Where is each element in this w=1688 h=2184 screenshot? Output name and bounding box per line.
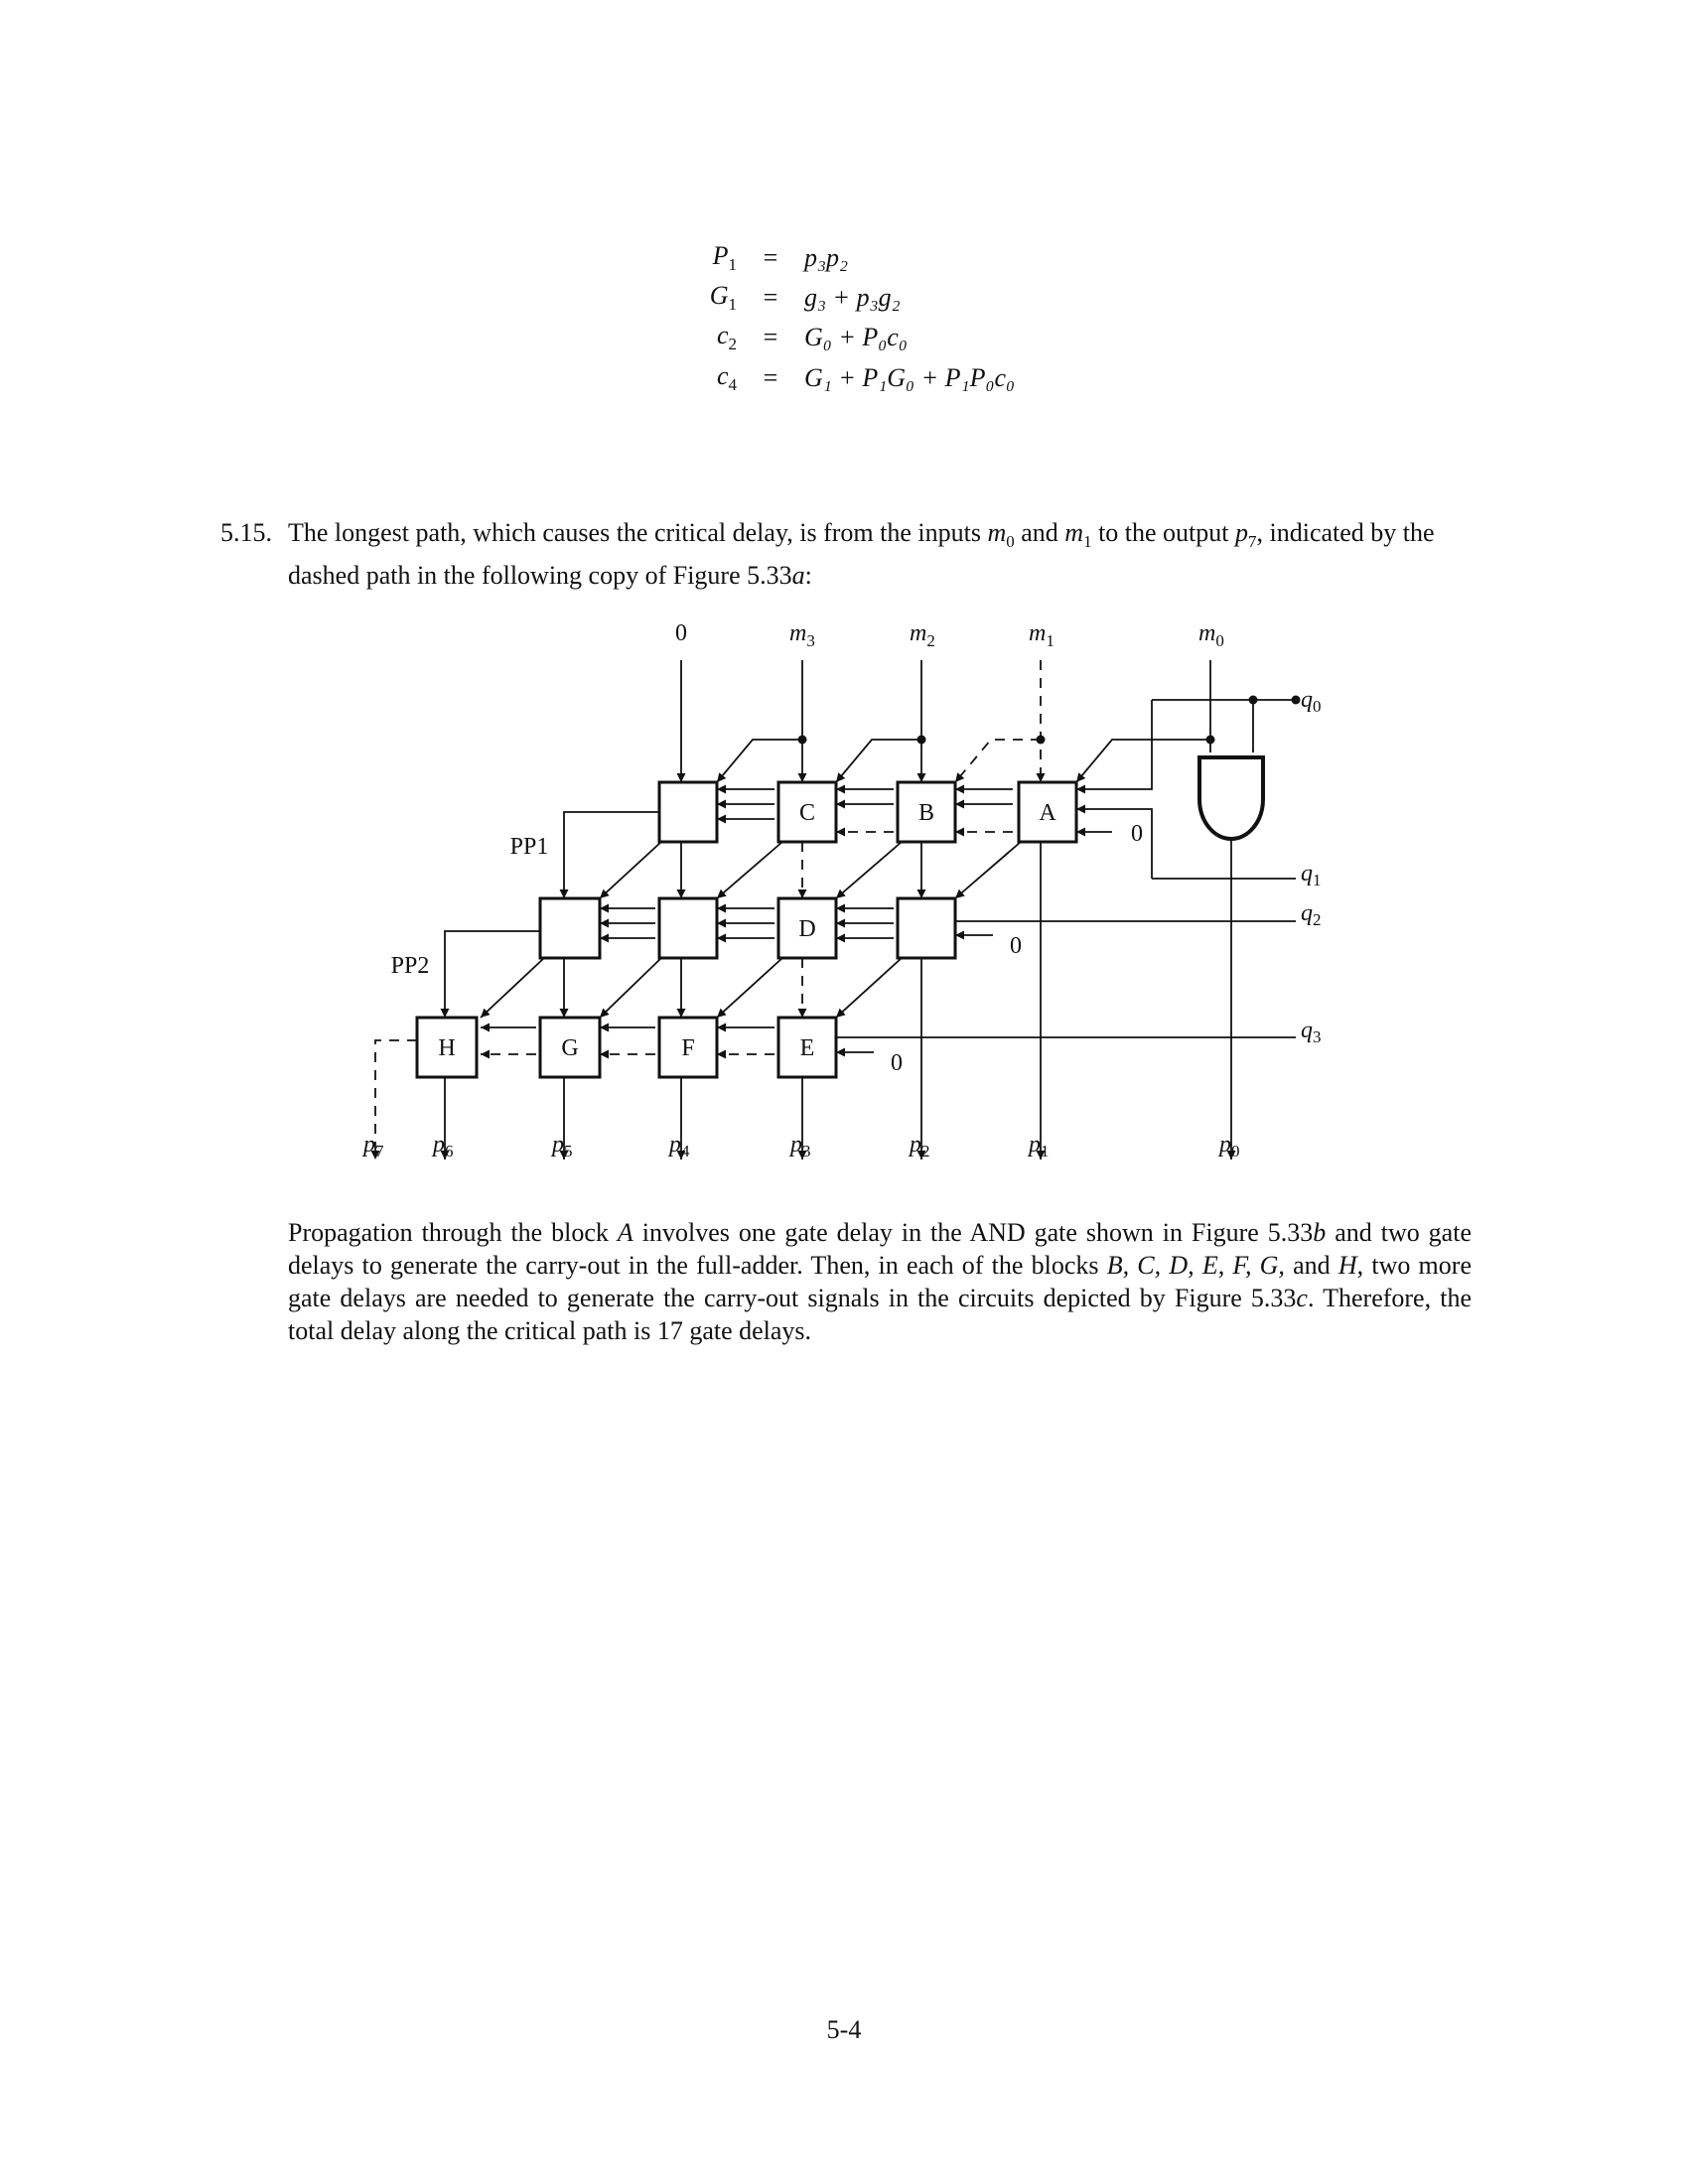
problem-number: 5.15. [220, 518, 272, 547]
junction-dot [917, 736, 926, 745]
math-sub: 7 [375, 1142, 384, 1160]
adder-block [540, 898, 600, 958]
block-label: D [798, 916, 816, 942]
math-var: q [1301, 1018, 1313, 1043]
zero-input: 0 [891, 1050, 903, 1076]
math-var: m [789, 620, 807, 646]
junction-dot [1249, 696, 1258, 705]
math-var: q [1301, 900, 1313, 926]
pp2-label: PP2 [390, 953, 430, 979]
math-var: p [1235, 518, 1248, 547]
math-var: a [791, 561, 805, 591]
math-sub: 3 [806, 631, 815, 650]
eq-rhs: g₃ + p₃g₂ [804, 283, 901, 313]
math-var: m [1198, 620, 1216, 646]
problem-text-part: and [1014, 518, 1065, 547]
wire [836, 842, 902, 898]
q1-label [1301, 861, 1322, 889]
q3-label [1301, 1018, 1322, 1046]
math-sub: 2 [921, 1142, 930, 1160]
math-sub: 1 [1083, 532, 1092, 552]
block-label: C [798, 800, 816, 826]
eq-lhs-sub: 4 [728, 374, 737, 394]
eq-rhs: G₁ + P₁G₀ + P₁P₀c₀ [804, 362, 1016, 392]
input-m3 [789, 620, 815, 650]
problem-text-part: , indicated by the dashed path in the following copy of Figure 5.33 [288, 518, 1435, 591]
block-label: H [438, 1035, 456, 1061]
wire [717, 958, 782, 1018]
explanation-paragraph [288, 1216, 1472, 1347]
math-var: b [1313, 1218, 1327, 1247]
p5-label [550, 1132, 573, 1160]
wire [1076, 740, 1210, 782]
p7-label [361, 1132, 384, 1160]
math-sub: 2 [1313, 910, 1322, 929]
p1-label [1027, 1132, 1050, 1160]
input-m2 [910, 620, 935, 650]
para-text: , two more gate delays are needed to generate the carry-out signals in the circuits depicted by Figure 5.33 [288, 1251, 1472, 1312]
math-var: m [1064, 518, 1084, 547]
math-sub: 0 [1006, 532, 1015, 552]
math-var: p [1219, 1132, 1231, 1158]
para-text: Propagation through the block [288, 1218, 618, 1247]
math-sub: 5 [564, 1142, 573, 1160]
math-var: A [617, 1218, 633, 1247]
equals-sign: = [763, 243, 778, 273]
equals-sign: = [763, 323, 778, 352]
p6-label [431, 1132, 454, 1160]
eq-lhs: P [712, 241, 729, 270]
eq-rhs: p₃p₂ [804, 243, 849, 273]
math-sub: 1 [1313, 871, 1322, 889]
math-sub: 0 [1215, 631, 1224, 650]
eq-lhs-sub: 1 [728, 295, 737, 315]
block-label: G [561, 1035, 579, 1061]
eq-lhs-sub: 1 [728, 255, 737, 275]
q2-label [1301, 900, 1322, 929]
eq-lhs: G [709, 281, 729, 311]
adder-block [659, 782, 717, 842]
math-sub: 6 [445, 1142, 454, 1160]
math-var: p [669, 1132, 681, 1158]
para-text: and two gate delays to generate the carry-out in the full-adder. Then, in each of the blocks [288, 1218, 1472, 1280]
pp1-label: PP1 [509, 834, 549, 860]
eq-lhs: c [716, 321, 729, 350]
p0-label [1217, 1132, 1240, 1160]
block-label: A [1039, 800, 1056, 826]
math-sub: 7 [1248, 532, 1257, 552]
critical-path-wire [955, 740, 1041, 782]
wire [836, 740, 921, 782]
para-text: involves one gate delay in the AND gate shown in Figure 5.33 [633, 1218, 1314, 1247]
math-var: H [1337, 1251, 1357, 1280]
math-sub: 3 [802, 1142, 811, 1160]
wire [836, 958, 902, 1018]
eq-rhs: G₀ + P₀c₀ [804, 323, 908, 352]
math-sub: 1 [1041, 1142, 1050, 1160]
problem-text-part: The longest path, which causes the critical delay, is from the inputs [288, 518, 988, 547]
input-m1 [1029, 620, 1055, 650]
junction-dot [798, 736, 807, 745]
math-sub: 3 [1313, 1027, 1322, 1046]
wire [955, 842, 1021, 898]
page-number: 5-4 [826, 2015, 862, 2044]
block-label: E [799, 1035, 815, 1061]
wire [481, 958, 544, 1018]
zero-input: 0 [1010, 933, 1022, 959]
math-sub: 1 [1046, 631, 1055, 650]
math-var: m [910, 620, 927, 646]
wire [600, 958, 661, 1018]
math-var: q [1301, 687, 1313, 713]
math-sub: 4 [681, 1142, 690, 1160]
math-var: c [1296, 1284, 1308, 1312]
junction-dot [1037, 736, 1046, 745]
para-text: and [1284, 1251, 1338, 1280]
block-label: F [681, 1035, 695, 1061]
input-m0 [1198, 620, 1224, 650]
math-var: p [552, 1132, 564, 1158]
problem-text-part: to the output [1091, 518, 1235, 547]
junction-dot [1206, 736, 1215, 745]
problem-text-part: : [804, 561, 812, 591]
equals-sign: = [763, 362, 778, 392]
and-gate [1199, 757, 1263, 839]
p3-label [788, 1132, 811, 1160]
equals-sign: = [763, 283, 778, 313]
adder-block [659, 898, 717, 958]
eq-lhs-sub: 2 [728, 335, 737, 354]
adder-block [898, 898, 955, 958]
math-sub: 0 [1231, 1142, 1240, 1160]
math-var: p [363, 1132, 375, 1158]
wire [717, 842, 782, 898]
math-var: m [1029, 620, 1047, 646]
input-zero: 0 [675, 620, 687, 646]
math-sub: 0 [1313, 697, 1322, 716]
q0-label [1301, 687, 1322, 716]
math-var: B, C, D, E, F, G, [1106, 1251, 1285, 1280]
block-label: B [917, 800, 935, 826]
zero-input: 0 [1131, 821, 1143, 847]
p4-label [667, 1132, 690, 1160]
math-var: p [790, 1132, 802, 1158]
math-var: p [1029, 1132, 1041, 1158]
wire [600, 842, 661, 898]
p2-label [908, 1132, 930, 1160]
junction-dot [1292, 696, 1301, 705]
eq-lhs: c [716, 360, 729, 390]
wire [1076, 700, 1152, 789]
math-sub: 2 [926, 631, 935, 650]
para-text: . Therefore, the total delay along the critical path is 17 gate delays. [288, 1284, 1472, 1345]
math-var: p [910, 1132, 921, 1158]
wire [717, 740, 802, 782]
math-var: m [987, 518, 1007, 547]
math-var: q [1301, 861, 1313, 887]
math-var: p [433, 1132, 445, 1158]
